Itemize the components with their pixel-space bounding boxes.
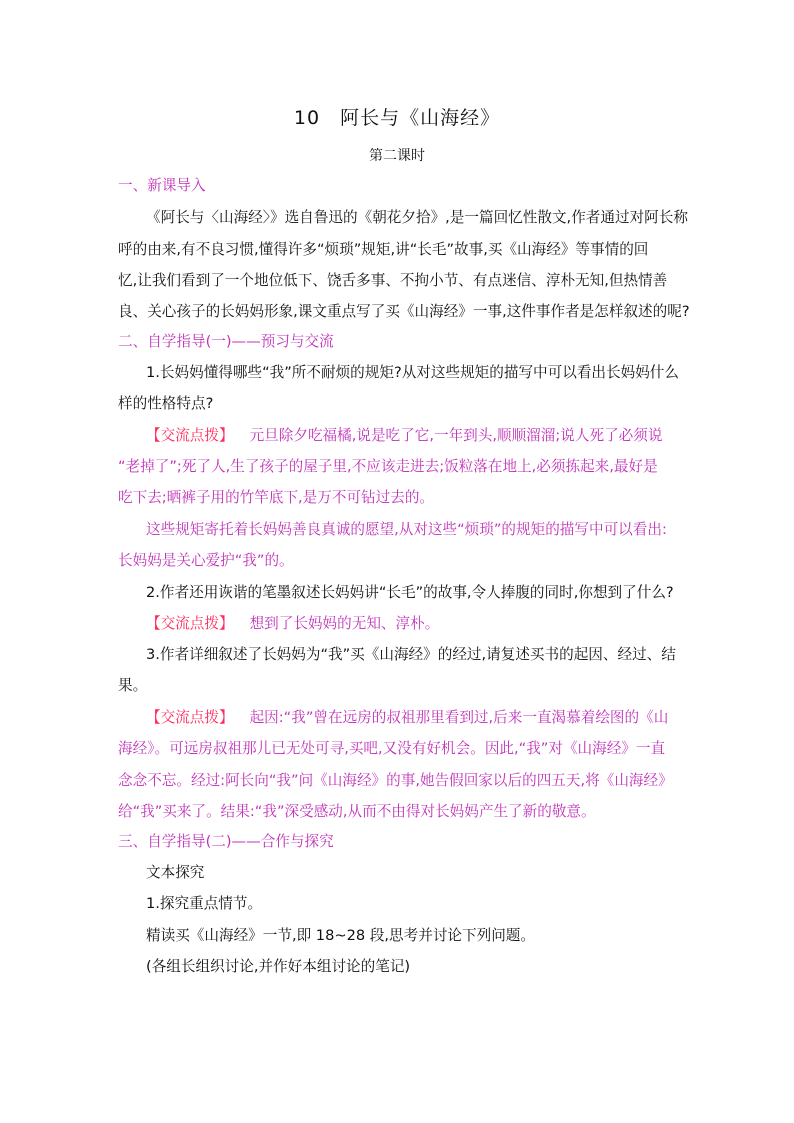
question-line: 2.作者还用诙谐的笔墨叙述长妈妈讲“长毛”的故事,令人捧腹的同时,你想到了什么? (146, 584, 674, 601)
answer-text: 想到了长妈妈的无知、淳朴。 (249, 615, 440, 632)
section-heading-preview: 二、自学指导(一)——预习与交流 (118, 333, 334, 350)
answer-text: 元旦除夕吃福橘,说是吃了它,一年到头,顺顺溜溜;说人死了必须说 (249, 427, 663, 444)
paragraph-line: 忆,让我们看到了一个地位低下、饶舌多事、不拘小节、有点迷信、淳朴无知,但热情善 (118, 272, 668, 289)
answer-line (146, 426, 678, 446)
answer-line (146, 708, 678, 728)
section-heading-intro: 一、新课导入 (118, 177, 206, 194)
paragraph-line: 良、关心孩子的长妈妈形象,课文重点写了买《山海经》一事,这件事作者是怎样叙述的呢? (118, 303, 690, 320)
answer-tag: 【交流点拨】 (146, 427, 234, 444)
question-line: 样的性格特点? (118, 395, 214, 412)
question-line: 3.作者详细叙述了长妈妈为“我”买《山海经》的经过,请复述买书的起因、经过、结 (146, 646, 676, 663)
answer-text: 起因:“我”曾在远房的叔祖那里看到过,后来一直渴慕着绘图的《山 (249, 709, 669, 726)
paragraph-line: 文本探究 (146, 864, 205, 881)
answer-tag: 【交流点拨】 (146, 709, 234, 726)
answer-line: “老掉了”;死了人,生了孩子的屋子里,不应该走进去;饭粒落在地上,必须拣起来,最好是 (118, 458, 658, 475)
answer-line (146, 614, 678, 634)
answer-note-line: 长妈妈是关心爱护“我”的。 (118, 552, 294, 569)
answer-line: 海经》。可远房叔祖那儿已无处可寻,买吧,又没有好机会。因此,“我”对《山海经》一直 (118, 740, 666, 757)
paragraph-line: 精读买《山海经》一节,即 18~28 段,思考并讨论下列问题。 (146, 927, 535, 944)
section-heading-inquiry: 三、自学指导(二)——合作与探究 (118, 833, 334, 850)
paragraph-line: 1.探究重点情节。 (146, 895, 263, 912)
paragraph-line: (各组长组织讨论,并作好本组讨论的笔记) (146, 958, 411, 975)
answer-line: 给“我”买来了。结果:“我”深受感动,从而不由得对长妈妈产生了新的敬意。 (118, 803, 596, 820)
answer-line: 吃下去;晒裤子用的竹竿底下,是万不可钻过去的。 (118, 489, 435, 506)
lesson-title: 10 阿长与《山海经》 (293, 107, 501, 129)
question-line: 1.长妈妈懂得哪些“我”所不耐烦的规矩?从对这些规矩的描写中可以看出长妈妈什么 (146, 364, 679, 381)
lesson-subtitle: 第二课时 (369, 148, 425, 164)
answer-note-line: 这些规矩寄托着长妈妈善良真诚的愿望,从对这些“烦琐”的规矩的描写中可以看出: (146, 521, 667, 538)
paragraph-line: 呼的由来,有不良习惯,懂得许多“烦琐”规矩,讲“长毛”故事,买《山海经》等事情的回 (118, 241, 649, 258)
answer-tag: 【交流点拨】 (146, 615, 234, 632)
answer-line: 念念不忘。经过:阿长向“我”问《山海经》的事,她告假回家以后的四五天,将《山海经》 (118, 772, 673, 789)
question-line: 果。 (118, 677, 148, 694)
paragraph-line: 《阿长与〈山海经〉》选自鲁迅的《朝花夕拾》,是一篇回忆性散文,作者通过对阿长称 (146, 209, 688, 226)
